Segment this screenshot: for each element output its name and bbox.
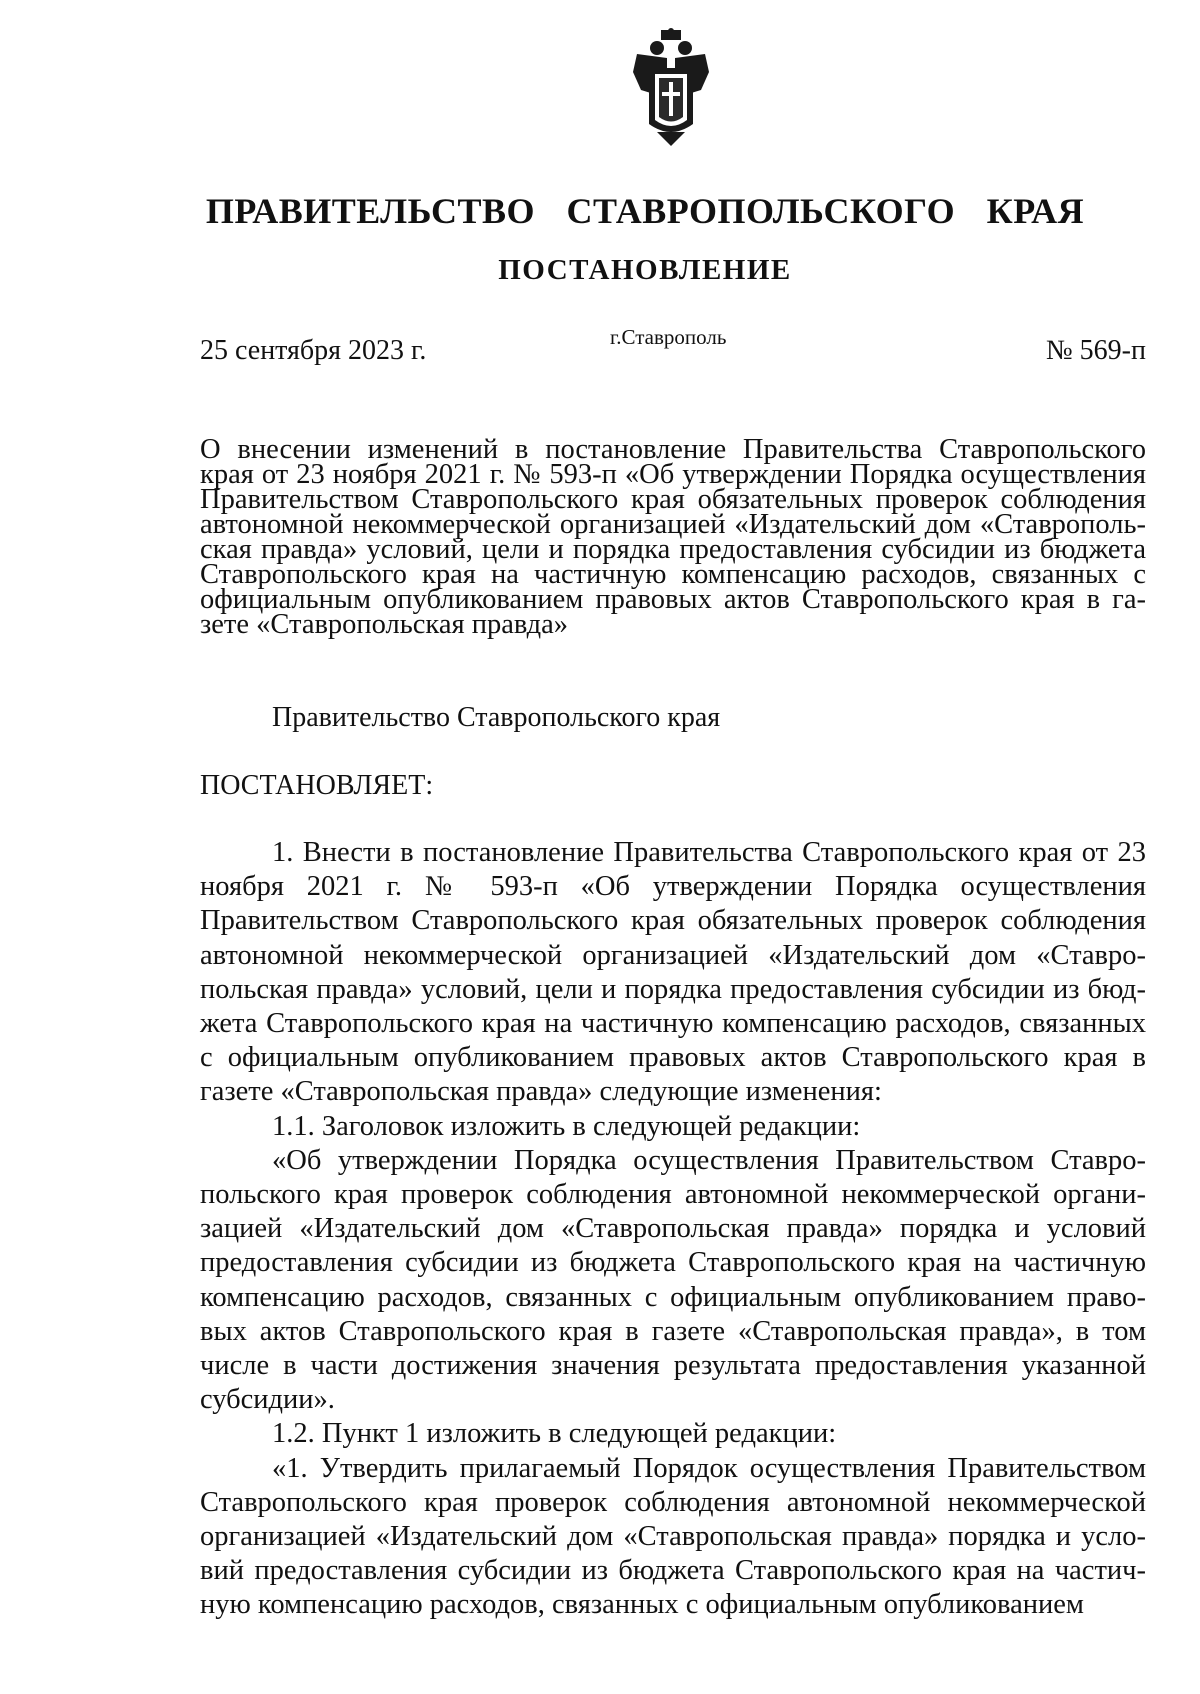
document-date: 25 сентября 2023 г. [200, 335, 427, 366]
document-city: г.Ставрополь [610, 325, 727, 349]
organization-title: ПРАВИТЕЛЬСТВО СТАВРОПОЛЬСКОГО КРАЯ [205, 191, 1085, 231]
document-number: № 569-п [1045, 335, 1146, 366]
government-name: Правительство Ставропольского края [272, 702, 721, 733]
body-paragraph: 1.1. Заголовок изложить в следующей редакции: [272, 1110, 861, 1142]
document-body [200, 836, 1146, 1623]
coat-of-arms-icon [627, 28, 715, 148]
body-paragraph: 1.2. Пункт 1 изложить в следующей редакции: [272, 1418, 837, 1450]
body-paragraph: «Об утверждении Порядка осуществления Правительством Ставропольского края проверок соблюдения автономной некоммерческой организацией «Издательский дом «Ставропольская правда» порядка и условий предоставления субсидии из бюджета Ставропольского края на частичную компенсацию расходов, связанных с официальным опубликованием правовых актов Ставропольского края в газете «Ставропольская правда», в том числе в части достижения значения результата предоставления указанной субсидии». [200, 1144, 1146, 1416]
document-type: ПОСТАНОВЛЕНИЕ [498, 254, 792, 286]
body-paragraph: «1. Утвердить прилагаемый Порядок осуществления Правительством Ставропольского края проверок соблюдения автономной некоммерческой организацией «Издательский дом «Ставропольская правда» порядка и условий предоставления субсидии из бюджета Ставропольского края на частичную компенсацию расходов, связанных с официальным опубликованием [200, 1452, 1146, 1621]
resolves-heading: ПОСТАНОВЛЯЕТ: [200, 770, 434, 801]
body-paragraph: 1. Внести в постановление Правительства Ставропольского края от 23 ноября 2021 г. № 593-п «Об утверждении Порядка осуществления Правительством Ставропольского края обязательных проверок соблюдения автономной некоммерческой организацией «Издательский дом «Ставропольская правда» условий, цели и порядка предоставления субсидии из бюджета Ставропольского края на частичную компенсацию расходов, связанных с официальным опубликованием правовых актов Ставропольского края в газете «Ставропольская правда» следующие изменения: [200, 837, 1146, 1108]
document-subject: О внесении изменений в постановление Правительства Ставропольского края от 23 ноября 2021 г. № 593-п «Об утверждении Порядка осуществления Правительством Ставропольского края обязательных проверок соблюдения автономной некоммерческой организацией «Издательский дом «Ставропольская правда» условий, цели и порядка предоставления субсидии из бюджета Ставропольского края на частичную компенсацию расходов, связанных с официальным опубликованием правовых актов Ставропольского края в газете «Ставропольская правда» [200, 434, 1146, 640]
